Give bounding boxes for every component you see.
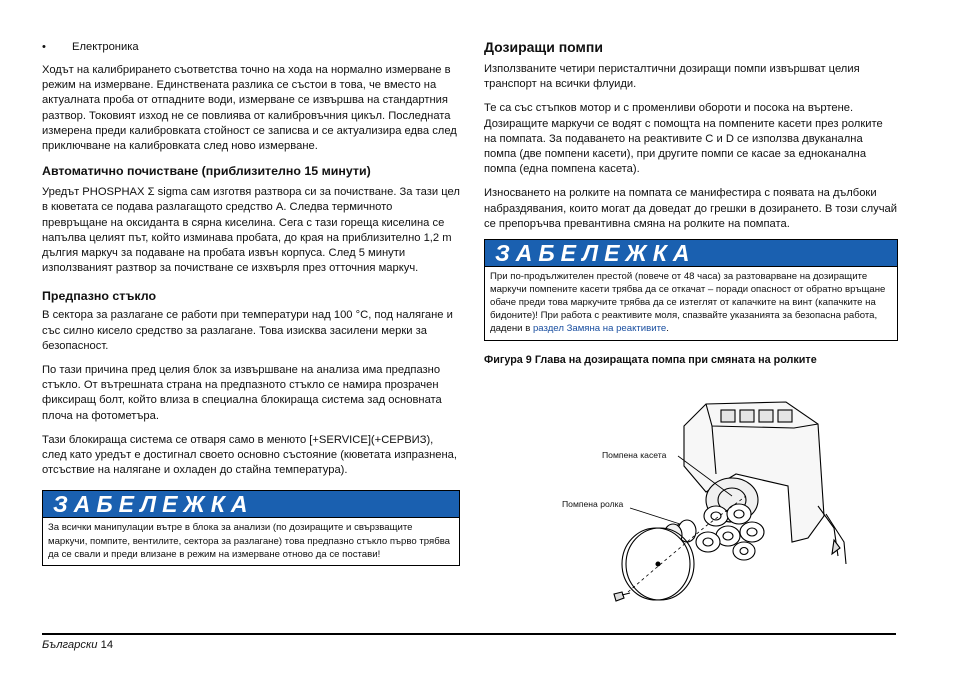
label-pump-roller: Помпена ролка [562, 499, 624, 509]
note-box-left [42, 490, 460, 565]
note-text-end: . [666, 323, 669, 335]
safety-glass-paragraph-3: Тази блокираща система се отваря само в менюто [+SERVICE](+СЕРВИЗ), след като уредът е достигнал своето основно състояние (кюветата изпразнена, отсъствие на налягане и охладен до стайна температура). [42, 433, 457, 477]
bullet-text: Електроника [72, 41, 139, 53]
page-footer [42, 639, 113, 651]
screw [614, 592, 624, 601]
safety-glass-heading: Предпазно стъкло [42, 289, 157, 304]
roller-3 [740, 522, 764, 542]
dosing-pumps-paragraph-3: Износването на ролките на помпата се манифестира с появата на дълбоки набраздявания, които могат да доведат до грешки в дозирането. В този случай се препоръчва превантивна смяна на ролките на помпата. [484, 187, 897, 230]
dosing-pumps-paragraph-2: Те са със стъпков мотор и с променливи обороти и посока на въртене. Дозиращите маркучи се водят с помощта на помпените касети през ролките на помпата. За подаването на реактивите C и D се използва двуканална помпа (две помпени касети), при другите помпи се касае за едноканална помпа (една помпена касета). [484, 102, 883, 176]
safety-glass-paragraph-2: По тази причина пред целия блок за извършване на анализа има предпазно стъкло. От вътрешната страна на предпазното стъкло се намира прозрачен фиксиращ болт, който влиза в специална блокираща система зад основната плоча на фотометъра. [42, 364, 442, 422]
footer-rule [42, 633, 896, 635]
footer-page-number: 14 [100, 639, 114, 651]
bullet-item [42, 40, 460, 55]
note-box-right [484, 239, 898, 340]
dosing-pumps-paragraph-1: Използваните четири перисталтични дозиращи помпи извършват целия транспорт на всички флуиди. [484, 63, 860, 91]
pump-head-drawing [556, 396, 896, 616]
footer-language: Български [42, 639, 98, 651]
calibration-paragraph: Ходът на калибрирането съответства точно на хода на нормално измерване в режим на измерване. Единствената разлика се състои в това, че вместо на актуалната проба от отпадните води, измерване се извършва на стандартния разтвор. Токовият изход не се повлиява от калибровъчния цикъл. Последната измерена преди калибровката стойност се записва и се актуализира едва след приключване на калибровката след ново измерване. [42, 64, 457, 153]
figure-caption: Фигура 9 Глава на дозиращата помпа при смяната на ролките [484, 353, 817, 366]
note-text-main: При по-продължителен престой (повече от 48 часа) за разтоварване на дозиращите маркучи помпените касети трябва да се откачат – поради опасност от обратно връщане обаче преди това маркучите трябва да се изтеглят от капачките на винт (капачките на бидоните)! При работа с реактивите моля, спазвайте указанията за безопасна работа, дадени в [490, 271, 886, 335]
bullet-dot: • [42, 41, 46, 53]
roller-2 [727, 504, 751, 524]
note-text: За всички манипулации вътре в блока за анализи (по дозиращите и свързващите маркучи, помпите, вентилите, сектора за разлагане) това предпазно стъкло първо трябва да се свали и преди влизане в режим на измерване отново да се постави! [43, 517, 459, 564]
dosing-pumps-heading: Дозиращи помпи [484, 39, 603, 55]
auto-cleaning-paragraph: Уредът PHOSPHAX Σ sigma сам изготвя разтвора си за почистване. За тази цел в кюветата се подава разлагащото средство A. Следва термичното превръщане на оксиданта в сярна киселина. Сега с тази гореща киселина се напълва целият път, който изминава пробата, до края на приблизително 1,2 m дългия маркуч за подаване на пробата извън корпуса. След 5 минути използваният разтвор за почистване се изхвърля през отточния маркуч. [42, 186, 460, 275]
safety-glass-paragraph-1: В сектора за разлагане се работи при температури над 100 °C, под налягане и със силно кисело средство за разлагане. Това изисква засилени мерки за безопасност. [42, 309, 453, 352]
note-text [485, 266, 897, 339]
roller-6 [733, 542, 755, 560]
note-title: ЗАБЕЛЕЖКА [43, 491, 459, 517]
auto-cleaning-heading: Автоматично почистване (приблизително 15 минути) [42, 164, 371, 179]
note-title: ЗАБЕЛЕЖКА [485, 240, 897, 266]
reagent-replacement-link[interactable]: раздел Замяна на реактивите [532, 323, 667, 335]
roller-5 [696, 532, 720, 552]
right-column [484, 38, 898, 367]
label-pump-cassette: Помпена касета [602, 450, 667, 460]
roller-1 [704, 506, 728, 526]
left-column [42, 38, 460, 566]
pump-head-figure [556, 396, 896, 616]
